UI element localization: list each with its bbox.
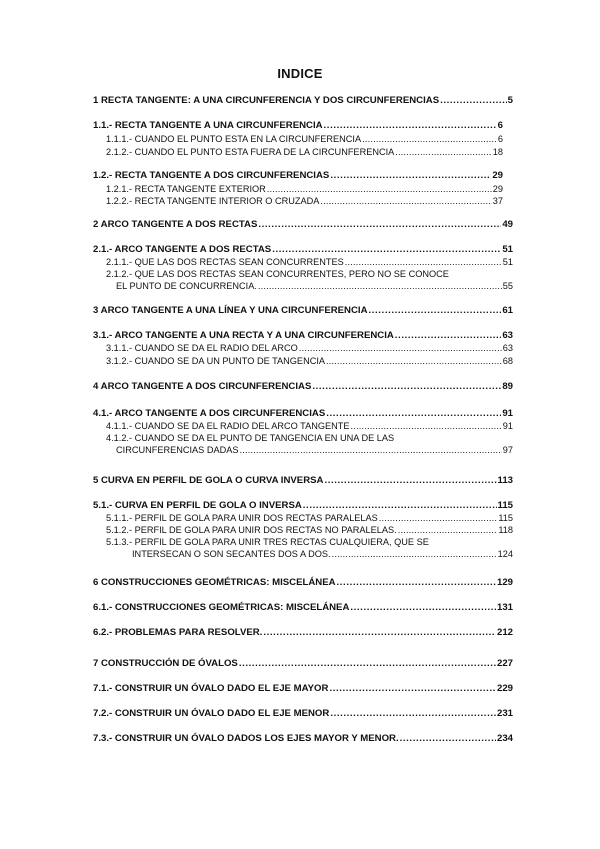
toc-entry-text: 1.2.1.- RECTA TANGENTE EXTERIOR xyxy=(106,184,266,194)
toc-leader-dots xyxy=(440,95,507,107)
toc-leader-dots xyxy=(324,475,496,487)
toc-entry-page: 212 xyxy=(496,627,513,638)
toc-entry-text: 5 CURVA EN PERFIL DE GOLA O CURVA INVERSA xyxy=(93,475,324,486)
toc-entry-page: 129 xyxy=(496,577,513,588)
toc-entry-text: 1.1.1.- CUANDO EL PUNTO ESTA EN LA CIRCUNFERENCIA xyxy=(106,134,362,144)
toc-entry-page: 61 xyxy=(502,305,513,316)
toc-entry-text: 4.1.1.- CUANDO SE DA EL RADIO DEL ARCO TANGENTE xyxy=(106,421,350,431)
toc-entry-page: 115 xyxy=(498,513,513,523)
toc-leader-dots xyxy=(240,444,502,456)
toc-entry-page: 37 xyxy=(492,196,503,206)
toc-entry-page: 29 xyxy=(492,170,503,181)
toc-entry-section-1-2 xyxy=(93,170,503,182)
toc-entry-chapter-7 xyxy=(93,658,513,670)
toc-entry-subsection-2-1-2 xyxy=(106,146,503,158)
toc-leader-dots xyxy=(329,683,496,695)
toc-entry-subsection-2-1-2b xyxy=(106,268,513,292)
toc-entry-text: 3.1.- ARCO TANGENTE A UNA RECTA Y A UNA CIRCUNFERENCIA xyxy=(93,330,394,341)
toc-leader-dots xyxy=(312,381,501,393)
toc-entry-page: 55 xyxy=(502,281,513,291)
toc-leader-dots xyxy=(398,524,498,536)
toc-entry-continuation xyxy=(106,548,513,560)
toc-entry-chapter-3 xyxy=(93,305,513,317)
toc-entry-subsection-1-1-1 xyxy=(106,133,503,145)
toc-entry-subsection-2-1-1 xyxy=(106,256,513,268)
toc-entry-text: 6.2.- PROBLEMAS PARA RESOLVER. xyxy=(93,627,263,638)
toc-entry-section-7-1 xyxy=(93,683,513,695)
toc-entry-text: 6.1.- CONSTRUCCIONES GEOMÉTRICAS: MISCELÁNEA xyxy=(93,602,350,613)
toc-entry-text: 5.1.3.- PERFIL DE GOLA PARA UNIR TRES RECTAS CUALQUIERA, QUE SE xyxy=(106,537,429,547)
toc-entry-text: 7.1.- CONSTRUIR UN ÓVALO DADO EL EJE MAYOR xyxy=(93,683,329,694)
toc-entry-text: 2 ARCO TANGENTE A DOS RECTAS xyxy=(93,219,258,230)
toc-entry-text: 5.1.2.- PERFIL DE GOLA PARA UNIR DOS RECTAS NO PARALELAS. xyxy=(106,525,397,535)
toc-leader-dots xyxy=(267,183,492,195)
toc-entry-text-continued: EL PUNTO DE CONCURRENCIA. xyxy=(116,281,257,291)
toc-entry-subsection-4-1-1 xyxy=(106,420,513,432)
toc-entry-text: 6 CONSTRUCCIONES GEOMÉTRICAS: MISCELÁNEA xyxy=(93,577,336,588)
toc-entry-chapter-1 xyxy=(93,95,513,107)
toc-entry-text: 5.1.- CURVA EN PERFIL DE GOLA O INVERSA xyxy=(93,500,302,511)
toc-entry-text-continued: CIRCUNFERENCIAS DADAS xyxy=(116,445,239,455)
toc-entry-page: 29 xyxy=(492,184,503,194)
toc-entry-continuation xyxy=(106,444,513,456)
toc-entry-page: 234 xyxy=(496,733,513,744)
toc-entry-page: 118 xyxy=(498,525,513,535)
toc-entry-subsection-1-2-1 xyxy=(106,183,503,195)
toc-entry-page: 49 xyxy=(502,219,513,230)
toc-entry-text-continued: INTERSECAN O SON SECANTES DOS A DOS. xyxy=(132,549,331,559)
toc-entry-text: 4.1.2.- CUANDO SE DA EL PUNTO DE TANGENCIA EN UNA DE LAS xyxy=(106,433,395,443)
toc-entry-subsection-4-1-2 xyxy=(106,432,513,456)
toc-entry-chapter-6 xyxy=(93,577,513,589)
toc-entry-page: 6 xyxy=(497,120,503,131)
toc-entry-text: 1.2.- RECTA TANGENTE A DOS CIRCUNFERENCIAS xyxy=(93,170,330,181)
toc-entry-section-2-1 xyxy=(93,244,513,256)
toc-entry-page: 63 xyxy=(502,343,513,353)
toc-entry-text: 1 RECTA TANGENTE: A UNA CIRCUNFERENCIA Y DOS CIRCUNFERENCIAS xyxy=(93,95,440,106)
toc-leader-dots xyxy=(303,500,497,512)
toc-entry-text: 4.1.- ARCO TANGENTE A DOS CIRCUNFERENCIAS xyxy=(93,408,326,419)
toc-leader-dots xyxy=(332,548,497,560)
toc-leader-dots xyxy=(299,342,502,354)
toc-entry-page: 227 xyxy=(496,658,513,669)
toc-entry-subsection-3-1-1 xyxy=(106,342,513,354)
toc-entry-section-6-1 xyxy=(93,602,513,614)
toc-entry-chapter-4 xyxy=(93,381,513,393)
toc-leader-dots xyxy=(379,512,498,524)
toc-leader-dots xyxy=(345,256,502,268)
toc-entry-subsection-5-1-3 xyxy=(106,536,513,560)
toc-entry-text: 2.1.1.- QUE LAS DOS RECTAS SEAN CONCURRENTES xyxy=(106,257,344,267)
toc-leader-dots xyxy=(239,658,496,670)
toc-entry-subsection-5-1-1 xyxy=(106,512,513,524)
toc-entry-chapter-2 xyxy=(93,219,513,231)
toc-leader-dots xyxy=(351,420,502,432)
toc-leader-dots xyxy=(395,330,502,342)
toc-entry-page: 18 xyxy=(492,147,503,157)
toc-leader-dots xyxy=(337,577,496,589)
toc-entry-section-4-1 xyxy=(93,408,513,420)
toc-leader-dots xyxy=(350,602,496,614)
toc-entry-page: 91 xyxy=(502,421,513,431)
toc-entry-page: 131 xyxy=(496,602,513,613)
toc-entry-page: 63 xyxy=(502,330,513,341)
toc-entry-section-1-1 xyxy=(93,120,503,132)
toc-entry-page: 229 xyxy=(496,683,513,694)
toc-entry-subsection-5-1-2 xyxy=(106,524,513,536)
toc-entry-text: 3 ARCO TANGENTE A UNA LÍNEA Y UNA CIRCUNFERENCIA xyxy=(93,305,368,316)
toc-entry-text: 1.2.2.- RECTA TANGENTE INTERIOR O CRUZADA xyxy=(106,196,320,206)
toc-leader-dots xyxy=(272,244,501,256)
toc-entry-page: 115 xyxy=(497,500,513,511)
toc-entry-subsection-3-1-2 xyxy=(106,355,513,367)
toc-entry-subsection-1-2-2 xyxy=(106,195,503,207)
toc-entry-text: 2.1.- ARCO TANGENTE A DOS RECTAS xyxy=(93,244,272,255)
toc-entry-page: 97 xyxy=(502,445,513,455)
toc-entry-text: 7.2.- CONSTRUIR UN ÓVALO DADO EL EJE MENOR xyxy=(93,708,330,719)
toc-entry-text: 2.1.2.- CUANDO EL PUNTO ESTA FUERA DE LA CIRCUNFERENCIA xyxy=(106,147,395,157)
toc-entry-section-3-1 xyxy=(93,330,513,342)
toc-entry-page: 5 xyxy=(507,95,513,106)
toc-leader-dots xyxy=(320,195,491,207)
toc-leader-dots xyxy=(326,408,501,420)
toc-leader-dots xyxy=(324,120,497,132)
toc-entry-text: 4 ARCO TANGENTE A DOS CIRCUNFERENCIAS xyxy=(93,381,312,392)
toc-leader-dots xyxy=(395,146,491,158)
toc-entry-section-7-3 xyxy=(93,733,513,745)
toc-leader-dots xyxy=(330,170,491,182)
toc-leader-dots xyxy=(258,280,502,292)
toc-entry-chapter-5 xyxy=(93,475,513,487)
toc-leader-dots xyxy=(258,219,501,231)
toc-entry-page: 68 xyxy=(502,356,513,366)
toc-entry-page: 6 xyxy=(497,134,503,144)
toc-entry-text: 3.1.2.- CUANDO SE DA UN PUNTO DE TANGENCIA xyxy=(106,356,326,366)
toc-leader-dots xyxy=(330,708,496,720)
toc-entry-section-6-2 xyxy=(93,627,513,639)
toc-entry-page: 231 xyxy=(496,708,513,719)
toc-leader-dots xyxy=(362,133,497,145)
toc-entry-text: 7.3.- CONSTRUIR UN ÓVALO DADOS LOS EJES MAYOR Y MENOR. xyxy=(93,733,399,744)
toc-entry-text: 3.1.1.- CUANDO SE DA EL RADIO DEL ARCO xyxy=(106,343,298,353)
toc-entry-page: 89 xyxy=(502,381,513,392)
toc-leader-dots xyxy=(400,733,496,745)
toc-leader-dots xyxy=(326,355,502,367)
toc-entry-continuation xyxy=(106,280,513,292)
toc-entry-page: 113 xyxy=(497,475,513,486)
toc-entry-text: 5.1.1.- PERFIL DE GOLA PARA UNIR DOS RECTAS PARALELAS xyxy=(106,513,378,523)
toc-entry-text: 2.1.2.- QUE LAS DOS RECTAS SEAN CONCURRENTES, PERO NO SE CONOCE xyxy=(106,269,449,279)
toc-entry-page: 51 xyxy=(502,257,513,267)
toc-entry-text: 1.1.- RECTA TANGENTE A UNA CIRCUNFERENCIA xyxy=(93,120,323,131)
toc-leader-dots xyxy=(369,305,502,317)
toc-entry-section-5-1 xyxy=(93,500,513,512)
toc-entry-text: 7 CONSTRUCCIÓN DE ÓVALOS xyxy=(93,658,238,669)
toc-entry-section-7-2 xyxy=(93,708,513,720)
toc-leader-dots xyxy=(263,627,496,639)
toc-entry-page: 51 xyxy=(502,244,513,255)
toc-entry-page: 124 xyxy=(497,549,513,559)
toc-entry-page: 91 xyxy=(502,408,513,419)
page-title: INDICE xyxy=(277,66,323,81)
